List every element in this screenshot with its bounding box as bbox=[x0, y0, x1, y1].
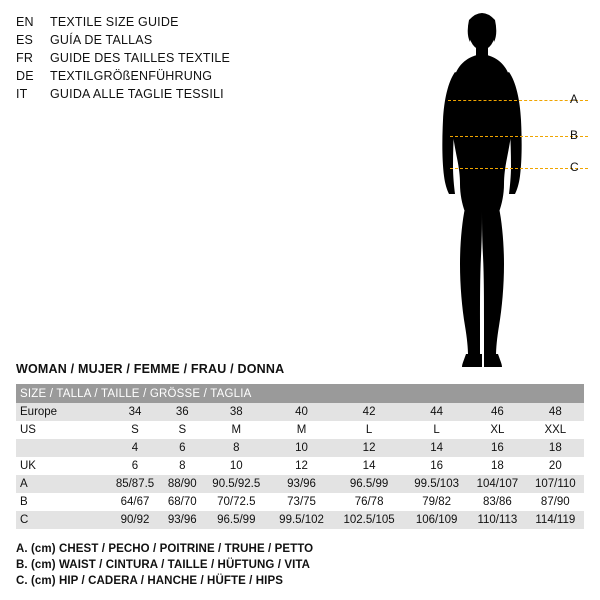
size-table bbox=[16, 384, 584, 529]
language-code: FR bbox=[16, 51, 34, 65]
cell: XL bbox=[468, 421, 527, 439]
table-header-label: SIZE / TALLA / TAILLE / GRÖSSE / TAGLIA bbox=[20, 387, 252, 400]
cell: 102.5/105 bbox=[333, 511, 405, 529]
row-label: C bbox=[16, 511, 108, 529]
row-label: UK bbox=[16, 457, 108, 475]
cell: 12 bbox=[333, 439, 405, 457]
language-list bbox=[16, 14, 346, 104]
language-row bbox=[16, 50, 346, 67]
cell: 16 bbox=[468, 439, 527, 457]
cell: 88/90 bbox=[162, 475, 203, 493]
measurement-legend bbox=[16, 541, 576, 589]
measure-line-chest bbox=[448, 100, 588, 101]
table-row bbox=[16, 439, 584, 457]
cell: 68/70 bbox=[162, 493, 203, 511]
row-label: US bbox=[16, 421, 108, 439]
cell: 14 bbox=[405, 439, 468, 457]
female-body-silhouette-icon bbox=[420, 8, 590, 373]
language-code: ES bbox=[16, 33, 34, 47]
cell: 106/109 bbox=[405, 511, 468, 529]
language-code: EN bbox=[16, 15, 34, 29]
cell: 79/82 bbox=[405, 493, 468, 511]
language-text: GUÍA DE TALLAS bbox=[50, 33, 153, 47]
cell: 87/90 bbox=[527, 493, 584, 511]
row-label: A bbox=[16, 475, 108, 493]
cell: 44 bbox=[405, 403, 468, 421]
row-label: Europe bbox=[16, 403, 108, 421]
cell: 93/96 bbox=[162, 511, 203, 529]
body-figure bbox=[420, 8, 590, 373]
language-text: GUIDE DES TAILLES TEXTILE bbox=[50, 51, 231, 65]
table-header-row bbox=[16, 384, 584, 403]
measure-line-waist bbox=[450, 136, 588, 137]
cell: XXL bbox=[527, 421, 584, 439]
cell: 18 bbox=[468, 457, 527, 475]
language-row bbox=[16, 14, 346, 31]
cell: 70/72.5 bbox=[203, 493, 271, 511]
table-row bbox=[16, 493, 584, 511]
cell: 36 bbox=[162, 403, 203, 421]
legend-row-c: C. (cm) HIP / CADERA / HANCHE / HÜFTE / HIPS bbox=[16, 575, 284, 587]
row-label bbox=[16, 439, 108, 457]
cell: S bbox=[108, 421, 162, 439]
cell: 34 bbox=[108, 403, 162, 421]
cell: 64/67 bbox=[108, 493, 162, 511]
cell: S bbox=[162, 421, 203, 439]
language-code: IT bbox=[16, 87, 28, 101]
cell: 12 bbox=[270, 457, 333, 475]
language-row bbox=[16, 86, 346, 103]
cell: 46 bbox=[468, 403, 527, 421]
cell: 40 bbox=[270, 403, 333, 421]
cell: 16 bbox=[405, 457, 468, 475]
language-row bbox=[16, 68, 346, 85]
cell: L bbox=[333, 421, 405, 439]
cell: L bbox=[405, 421, 468, 439]
cell: 18 bbox=[527, 439, 584, 457]
cell: 110/113 bbox=[468, 511, 527, 529]
table-row bbox=[16, 511, 584, 529]
cell: 90/92 bbox=[108, 511, 162, 529]
cell: 96.5/99 bbox=[333, 475, 405, 493]
cell: 14 bbox=[333, 457, 405, 475]
cell: 96.5/99 bbox=[203, 511, 271, 529]
table-row bbox=[16, 475, 584, 493]
cell: 99.5/102 bbox=[270, 511, 333, 529]
cell: 8 bbox=[162, 457, 203, 475]
measure-label-c: C bbox=[570, 160, 579, 174]
cell: 10 bbox=[270, 439, 333, 457]
cell: 73/75 bbox=[270, 493, 333, 511]
row-label: B bbox=[16, 493, 108, 511]
cell: 76/78 bbox=[333, 493, 405, 511]
language-row bbox=[16, 32, 346, 49]
language-text: TEXTILGRÖßENFÜHRUNG bbox=[50, 69, 213, 83]
measure-line-hip bbox=[450, 168, 588, 169]
cell: 38 bbox=[203, 403, 271, 421]
cell: 42 bbox=[333, 403, 405, 421]
table-row bbox=[16, 457, 584, 475]
cell: 99.5/103 bbox=[405, 475, 468, 493]
cell: 83/86 bbox=[468, 493, 527, 511]
cell: 8 bbox=[203, 439, 271, 457]
section-title: WOMAN / MUJER / FEMME / FRAU / DONNA bbox=[16, 362, 285, 376]
cell: 107/110 bbox=[527, 475, 584, 493]
language-text: TEXTILE SIZE GUIDE bbox=[50, 15, 179, 29]
cell: 4 bbox=[108, 439, 162, 457]
cell: 10 bbox=[203, 457, 271, 475]
legend-row-b: B. (cm) WAIST / CINTURA / TAILLE / HÜFTUNG / VITA bbox=[16, 559, 311, 571]
measure-label-b: B bbox=[570, 128, 579, 142]
cell: 104/107 bbox=[468, 475, 527, 493]
language-code: DE bbox=[16, 69, 34, 83]
measure-label-a: A bbox=[570, 92, 579, 106]
cell: 6 bbox=[108, 457, 162, 475]
cell: M bbox=[203, 421, 271, 439]
legend-row-a: A. (cm) CHEST / PECHO / POITRINE / TRUHE / PETTO bbox=[16, 543, 314, 555]
table-row bbox=[16, 421, 584, 439]
cell: 85/87.5 bbox=[108, 475, 162, 493]
cell: 90.5/92.5 bbox=[203, 475, 271, 493]
language-text: GUIDA ALLE TAGLIE TESSILI bbox=[50, 87, 224, 101]
table-row bbox=[16, 403, 584, 421]
cell: 93/96 bbox=[270, 475, 333, 493]
cell: 6 bbox=[162, 439, 203, 457]
cell: 20 bbox=[527, 457, 584, 475]
cell: 48 bbox=[527, 403, 584, 421]
cell: M bbox=[270, 421, 333, 439]
cell: 114/119 bbox=[527, 511, 584, 529]
